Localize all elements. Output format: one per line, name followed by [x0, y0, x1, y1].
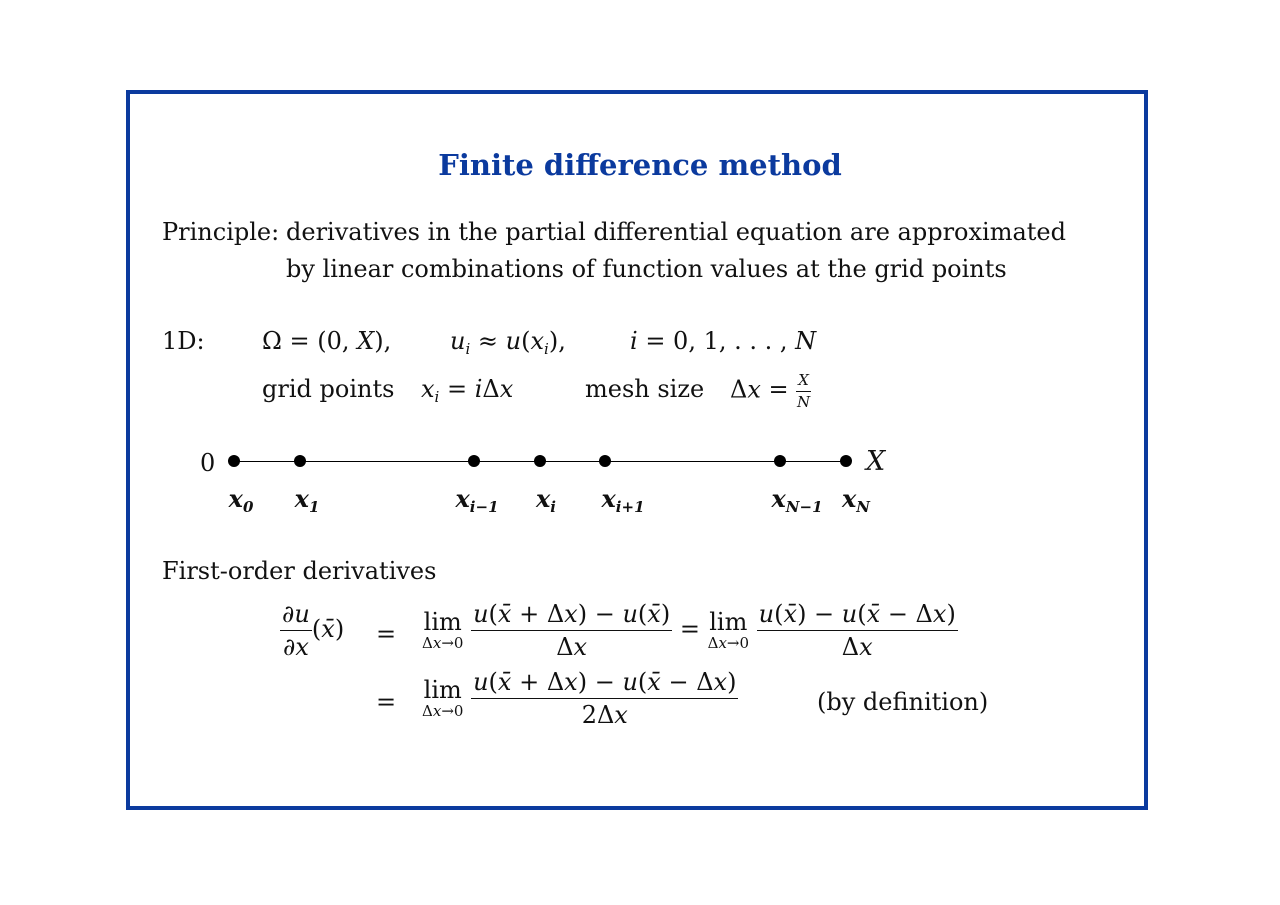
grid-point-label: $x_1$: [294, 484, 320, 516]
mesh-size-formula: Δx = $\frac{X}{N}$: [730, 371, 811, 411]
grid-point-marker: [468, 455, 480, 467]
principle-line-1: derivatives in the partial differential equation are approximated: [286, 218, 1066, 246]
grid-points-formula: $x_i = i\Delta x$: [421, 375, 514, 406]
grid-point-marker: [534, 455, 546, 467]
principle-label: Principle:: [162, 218, 280, 246]
axis-end-label: X: [866, 446, 886, 477]
grid-point-marker: [840, 455, 852, 467]
grid-point-label: $x_{i-1}$: [455, 484, 499, 516]
equals-sign-1: =: [376, 620, 397, 648]
grid-point-marker: [599, 455, 611, 467]
grid-point-label: $x_{i+1}$: [601, 484, 645, 516]
grid-points-label: grid points: [262, 375, 395, 403]
equals-sign-2: =: [376, 688, 397, 716]
index-range-formula: i = 0, 1, . . . , N: [630, 327, 817, 355]
grid-point-label: $x_N$: [841, 484, 871, 516]
oned-label: 1D:: [162, 327, 205, 355]
grid-point-marker: [774, 455, 786, 467]
principle-line-2: by linear combinations of function values at the grid points: [286, 255, 1007, 283]
mesh-size-label: mesh size: [585, 375, 705, 403]
by-definition-note: (by definition): [817, 688, 989, 716]
domain-formula: Ω = (0, X),: [262, 327, 392, 355]
grid-point-marker: [294, 455, 306, 467]
derivative-lhs: $\frac{\partial u}{\partial x}$ (x̄): [282, 600, 345, 661]
axis-origin-label: 0: [200, 449, 216, 477]
grid-point-label: $x_{N-1}$: [771, 484, 823, 516]
slide-title: Finite difference method: [438, 148, 842, 182]
approximation-formula: $u_i \approx u(x_i)$,: [450, 327, 566, 358]
first-order-label: First-order derivatives: [162, 557, 437, 585]
forward-difference: lim Δx→0 $\frac{u(x̄ + \Delta x) - u(x̄)}{\Delta x}$ = lim Δx→0 $\frac{u(x̄) - u(x̄ - \Delta x)}{\Delta x}$: [422, 600, 956, 661]
grid-point-marker: [228, 455, 240, 467]
central-difference: lim Δx→0 $\frac{u(x̄ + \Delta x) - u(x̄ - \Delta x)}{2\Delta x}$: [422, 668, 737, 729]
grid-point-label: $x_i$: [535, 484, 557, 516]
grid-point-label: $x_0$: [228, 484, 254, 516]
